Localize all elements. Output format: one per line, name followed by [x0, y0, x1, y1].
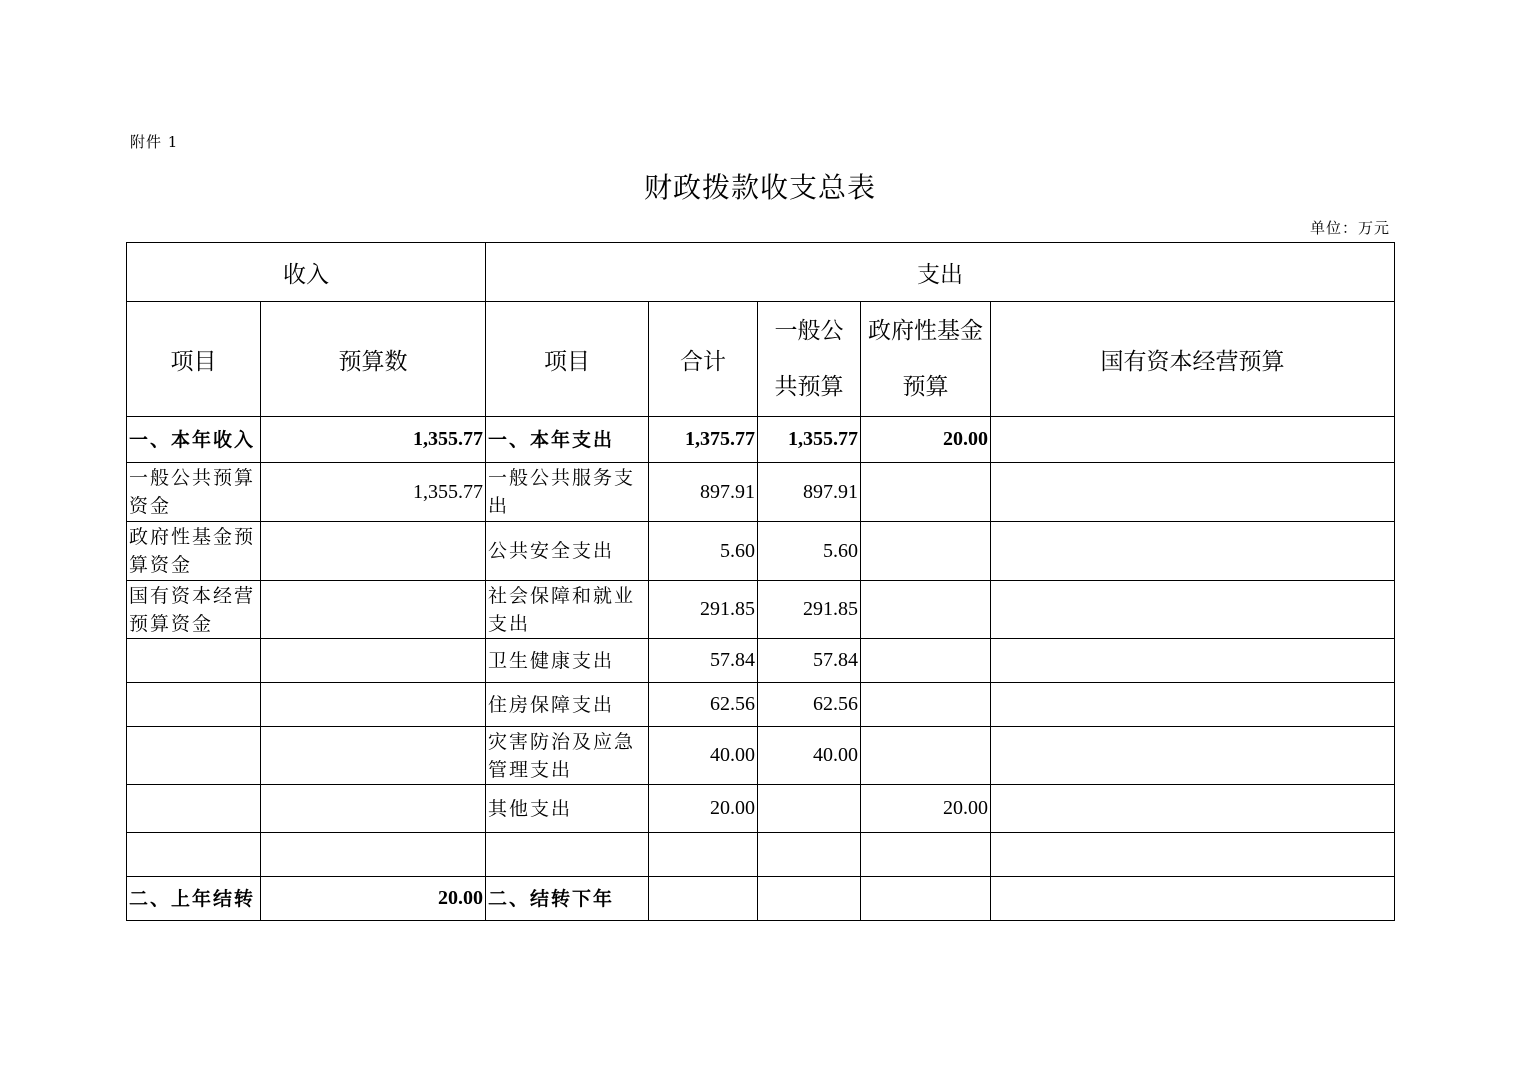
- table-row: [127, 417, 1395, 463]
- state-capital-cell: [991, 877, 1395, 921]
- total-cell: [649, 877, 758, 921]
- gov-fund-cell: [861, 463, 991, 522]
- total-cell: 20.00: [649, 785, 758, 833]
- income-amount-cell: 1,355.77: [261, 463, 486, 522]
- total-cell: [649, 833, 758, 877]
- income-item-cell: 国有资本经营预算资金: [127, 581, 261, 639]
- general-cell: [758, 785, 861, 833]
- budget-table: [126, 242, 1395, 921]
- expense-item-cell: 灾害防治及应急管理支出: [486, 727, 649, 785]
- state-capital-cell: [991, 463, 1395, 522]
- attachment-label: 附件 1: [130, 133, 179, 151]
- state-capital-header: 国有资本经营预算: [991, 302, 1395, 417]
- total-header: 合计: [649, 302, 758, 417]
- gov-fund-cell: [861, 581, 991, 639]
- state-capital-cell: [991, 581, 1395, 639]
- table-row: [127, 833, 1395, 877]
- income-item-cell: 一般公共预算资金: [127, 463, 261, 522]
- gov-fund-cell: [861, 522, 991, 581]
- gov-fund-header-line1: 政府性基金: [868, 318, 983, 344]
- state-capital-cell: [991, 417, 1395, 463]
- income-amount-cell: [261, 785, 486, 833]
- table-row: [127, 639, 1395, 683]
- table-row: [127, 581, 1395, 639]
- income-item-cell: [127, 639, 261, 683]
- total-cell: 291.85: [649, 581, 758, 639]
- income-item-header: 项目: [127, 302, 261, 417]
- expense-item-cell: 卫生健康支出: [486, 639, 649, 683]
- income-header: 收入: [127, 243, 486, 302]
- general-cell: 5.60: [758, 522, 861, 581]
- expense-item-cell: 公共安全支出: [486, 522, 649, 581]
- income-amount-cell: [261, 683, 486, 727]
- income-item-cell: 一、本年收入: [127, 417, 261, 463]
- income-item-cell: [127, 683, 261, 727]
- expense-header: 支出: [486, 243, 1395, 302]
- header-column-row: [127, 302, 1395, 417]
- income-amount-cell: [261, 727, 486, 785]
- income-item-cell: 政府性基金预算资金: [127, 522, 261, 581]
- gov-fund-cell: [861, 833, 991, 877]
- table-row: [127, 785, 1395, 833]
- total-cell: 57.84: [649, 639, 758, 683]
- income-item-cell: 二、上年结转: [127, 877, 261, 921]
- income-budget-header: 预算数: [261, 302, 486, 417]
- income-amount-cell: 20.00: [261, 877, 486, 921]
- total-cell: 5.60: [649, 522, 758, 581]
- table-row: [127, 727, 1395, 785]
- expense-item-cell: 其他支出: [486, 785, 649, 833]
- total-cell: 40.00: [649, 727, 758, 785]
- state-capital-cell: [991, 522, 1395, 581]
- income-amount-cell: [261, 833, 486, 877]
- general-cell: [758, 833, 861, 877]
- total-cell: 62.56: [649, 683, 758, 727]
- gov-fund-header: [861, 302, 991, 417]
- gov-fund-cell: 20.00: [861, 785, 991, 833]
- table-row: [127, 683, 1395, 727]
- general-cell: 897.91: [758, 463, 861, 522]
- state-capital-cell: [991, 785, 1395, 833]
- header-group-row: [127, 243, 1395, 302]
- gov-fund-cell: 20.00: [861, 417, 991, 463]
- unit-label: 单位：万元: [1309, 219, 1390, 237]
- general-public-header: [758, 302, 861, 417]
- expense-item-cell: 住房保障支出: [486, 683, 649, 727]
- income-item-cell: [127, 833, 261, 877]
- state-capital-cell: [991, 833, 1395, 877]
- general-public-header-line1: 一般公: [774, 318, 844, 344]
- table-row: [127, 522, 1395, 581]
- expense-item-cell: [486, 833, 649, 877]
- gov-fund-cell: [861, 727, 991, 785]
- table-row: [127, 463, 1395, 522]
- gov-fund-cell: [861, 877, 991, 921]
- income-amount-cell: [261, 522, 486, 581]
- gov-fund-cell: [861, 639, 991, 683]
- expense-item-cell: 社会保障和就业支出: [486, 581, 649, 639]
- expense-item-cell: 二、结转下年: [486, 877, 649, 921]
- general-cell: 291.85: [758, 581, 861, 639]
- total-cell: 897.91: [649, 463, 758, 522]
- expense-item-cell: 一般公共服务支出: [486, 463, 649, 522]
- income-item-cell: [127, 727, 261, 785]
- total-cell: 1,375.77: [649, 417, 758, 463]
- expense-item-header: 项目: [486, 302, 649, 417]
- state-capital-cell: [991, 639, 1395, 683]
- state-capital-cell: [991, 683, 1395, 727]
- general-cell: 40.00: [758, 727, 861, 785]
- general-cell: 57.84: [758, 639, 861, 683]
- income-amount-cell: [261, 639, 486, 683]
- gov-fund-cell: [861, 683, 991, 727]
- general-public-header-line2: 共预算: [774, 374, 844, 400]
- income-amount-cell: 1,355.77: [261, 417, 486, 463]
- income-amount-cell: [261, 581, 486, 639]
- general-cell: 1,355.77: [758, 417, 861, 463]
- table-row: [127, 877, 1395, 921]
- page-title: 财政拨款收支总表: [643, 171, 876, 204]
- general-cell: [758, 877, 861, 921]
- gov-fund-header-line2: 预算: [902, 374, 949, 400]
- state-capital-cell: [991, 727, 1395, 785]
- general-cell: 62.56: [758, 683, 861, 727]
- income-item-cell: [127, 785, 261, 833]
- expense-item-cell: 一、本年支出: [486, 417, 649, 463]
